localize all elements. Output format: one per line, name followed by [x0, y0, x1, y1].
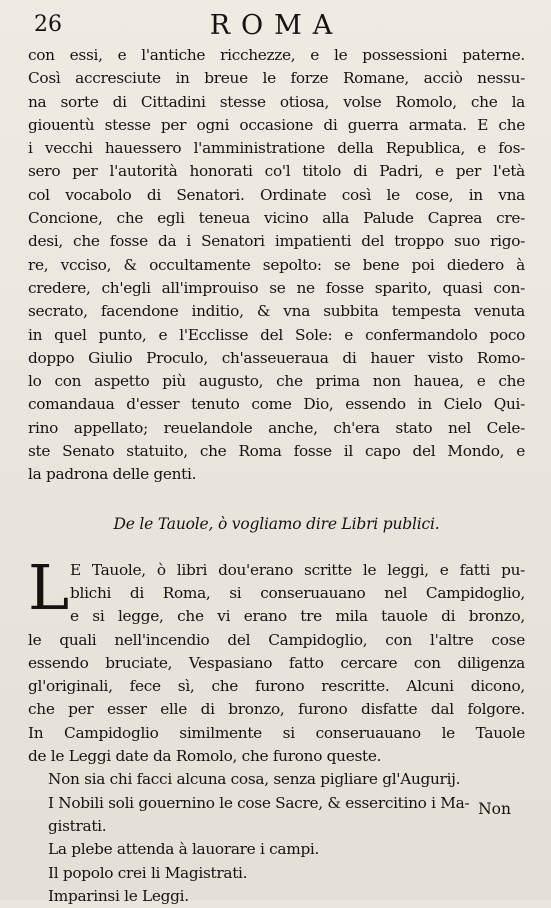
running-title: ROMA	[209, 10, 344, 41]
text-line: secrato, facendone inditio, & vna subbita tempesta venuta	[28, 302, 525, 321]
text-line: rino appellato; reuelandole anche, ch'era stato nel Cele-	[28, 418, 525, 437]
text-line: la padrona delle genti.	[28, 465, 197, 484]
text-line: Così accresciute in breue le forze Romane, acciò nessu-	[28, 69, 525, 88]
drop-cap-initial: L	[28, 550, 69, 624]
page-header	[28, 10, 525, 44]
text-line: desi, che fosse da i Senatori impatienti del troppo suo rigo-	[28, 232, 525, 251]
section-heading: De le Tauole, ò vogliamo dire Libri publici.	[113, 514, 440, 533]
text-line: i vecchi hauessero l'amministratione della Republica, e fos-	[28, 139, 525, 158]
text-line: e si legge, che vi erano tre mila tauole di bronzo,	[70, 607, 525, 626]
text-line: doppo Giulio Proculo, ch'asseueraua di hauer visto Romo-	[28, 348, 525, 367]
text-line: sero per l'autorità honorati co'l titolo di Padri, e per l'età	[28, 162, 525, 181]
text-line: col vocabolo di Senatori. Ordinate così le cose, in vna	[28, 185, 525, 204]
text-line: credere, ch'egli all'improuiso se ne fosse sparito, quasi con-	[28, 278, 525, 297]
law-item-continuation: gistrati.	[48, 816, 107, 835]
law-item: La plebe attenda à lauorare i campi.	[48, 840, 320, 859]
paragraph-romolo	[28, 44, 525, 487]
catchword: Non	[478, 800, 511, 818]
law-item: Non sia chi facci alcuna cosa, senza pigliare gl'Augurij.	[48, 770, 461, 789]
text-line: de le Leggi date da Romolo, che furono queste.	[28, 747, 382, 766]
text-line: blichi di Roma, si conseruauano nel Campidoglio,	[70, 583, 525, 602]
text-line: ste Senato statuito, che Roma fosse il capo del Mondo, e	[28, 442, 525, 461]
text-line: che per esser elle di bronzo, furono disfatte dal folgore.	[28, 700, 525, 719]
paragraph-tauole	[28, 550, 525, 769]
page-number: 26	[34, 12, 62, 37]
text-line: re, vcciso, & occultamente sepolto: se bene poi diedero à	[28, 255, 525, 274]
text-line: Concione, che egli teneua vicino alla Palude Caprea cre-	[28, 209, 525, 228]
text-line: gl'originali, fece sì, che furono rescritte. Alcuni dicono,	[28, 677, 525, 696]
text-line: con essi, e l'antiche ricchezze, e le possessioni paterne.	[28, 46, 525, 64]
law-item: I Nobili soli gouernino le cose Sacre, & essercitino i Ma-	[48, 793, 470, 812]
text-line: le quali nell'incendio del Campidoglio, con l'altre cose	[28, 630, 525, 649]
text-line: giouentù stesse per ogni occasione di guerra armata. E che	[28, 115, 525, 134]
laws-list	[28, 768, 525, 908]
law-item: Imparinsi le Leggi.	[48, 886, 189, 905]
text-line: lo con aspetto più augusto, che prima non hauea, e che	[28, 372, 525, 391]
text-line: na sorte di Cittadini stesse otiosa, volse Romolo, che la	[28, 92, 525, 111]
text-line: comandaua d'esser tenuto come Dio, essendo in Cielo Qui-	[28, 395, 525, 414]
text-line: E Tauole, ò libri dou'erano scritte le leggi, e fatti pu-	[70, 560, 525, 579]
text-line: essendo bruciate, Vespasiano fatto cercare con diligenza	[28, 653, 525, 672]
text-line: In Campidoglio similmente si conseruauano le Tauole	[28, 723, 525, 742]
law-item: Il popolo crei li Magistrati.	[48, 863, 248, 882]
text-line: in quel punto, e l'Ecclisse del Sole: e confermandolo poco	[28, 325, 525, 344]
